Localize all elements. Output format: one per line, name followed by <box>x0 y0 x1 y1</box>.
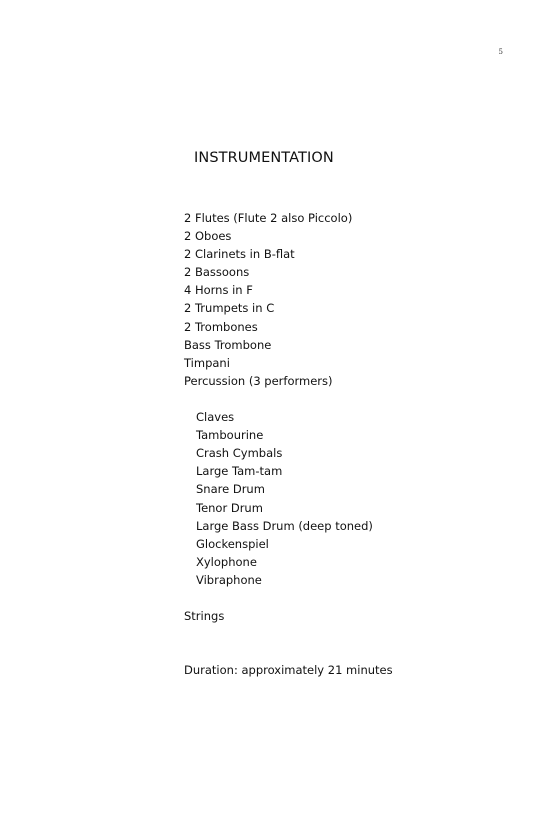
percussion-item: Vibraphone <box>196 572 262 587</box>
instrument-item: 2 Flutes (Flute 2 also Piccolo) <box>184 211 353 225</box>
instrument-item: 2 Trumpets in C <box>184 301 275 316</box>
instrument-item: 4 Horns in F <box>184 283 253 298</box>
percussion-item: Tambourine <box>196 428 264 443</box>
percussion-item: Xylophone <box>196 554 257 569</box>
instrumentation-list <box>184 209 393 679</box>
instrument-item: Percussion (3 performers) <box>184 373 333 388</box>
spacer <box>184 589 393 607</box>
instrument-item: 2 Trombones <box>184 319 258 334</box>
percussion-item: Glockenspiel <box>196 536 269 551</box>
spacer <box>184 390 393 408</box>
instrument-item: 2 Oboes <box>184 229 232 244</box>
percussion-item: Large Bass Drum (deep toned) <box>196 518 373 533</box>
percussion-item: Crash Cymbals <box>196 446 283 461</box>
percussion-item: Claves <box>196 410 235 425</box>
percussion-item: Tenor Drum <box>196 500 263 515</box>
percussion-item: Snare Drum <box>196 482 265 497</box>
instrument-item: Bass Trombone <box>184 337 272 352</box>
instrument-item: 2 Clarinets in B-flat <box>184 247 295 262</box>
page-number: 5 <box>498 48 503 56</box>
duration-note: Duration: approximately 21 minutes <box>184 663 393 678</box>
page-title: INSTRUMENTATION <box>194 150 334 166</box>
strings-item: Strings <box>184 609 225 624</box>
spacer <box>184 625 393 661</box>
instrument-item: 2 Bassoons <box>184 265 250 280</box>
percussion-item: Large Tam-tam <box>196 464 283 479</box>
percussion-list <box>184 408 393 589</box>
instrument-item: Timpani <box>184 355 230 370</box>
